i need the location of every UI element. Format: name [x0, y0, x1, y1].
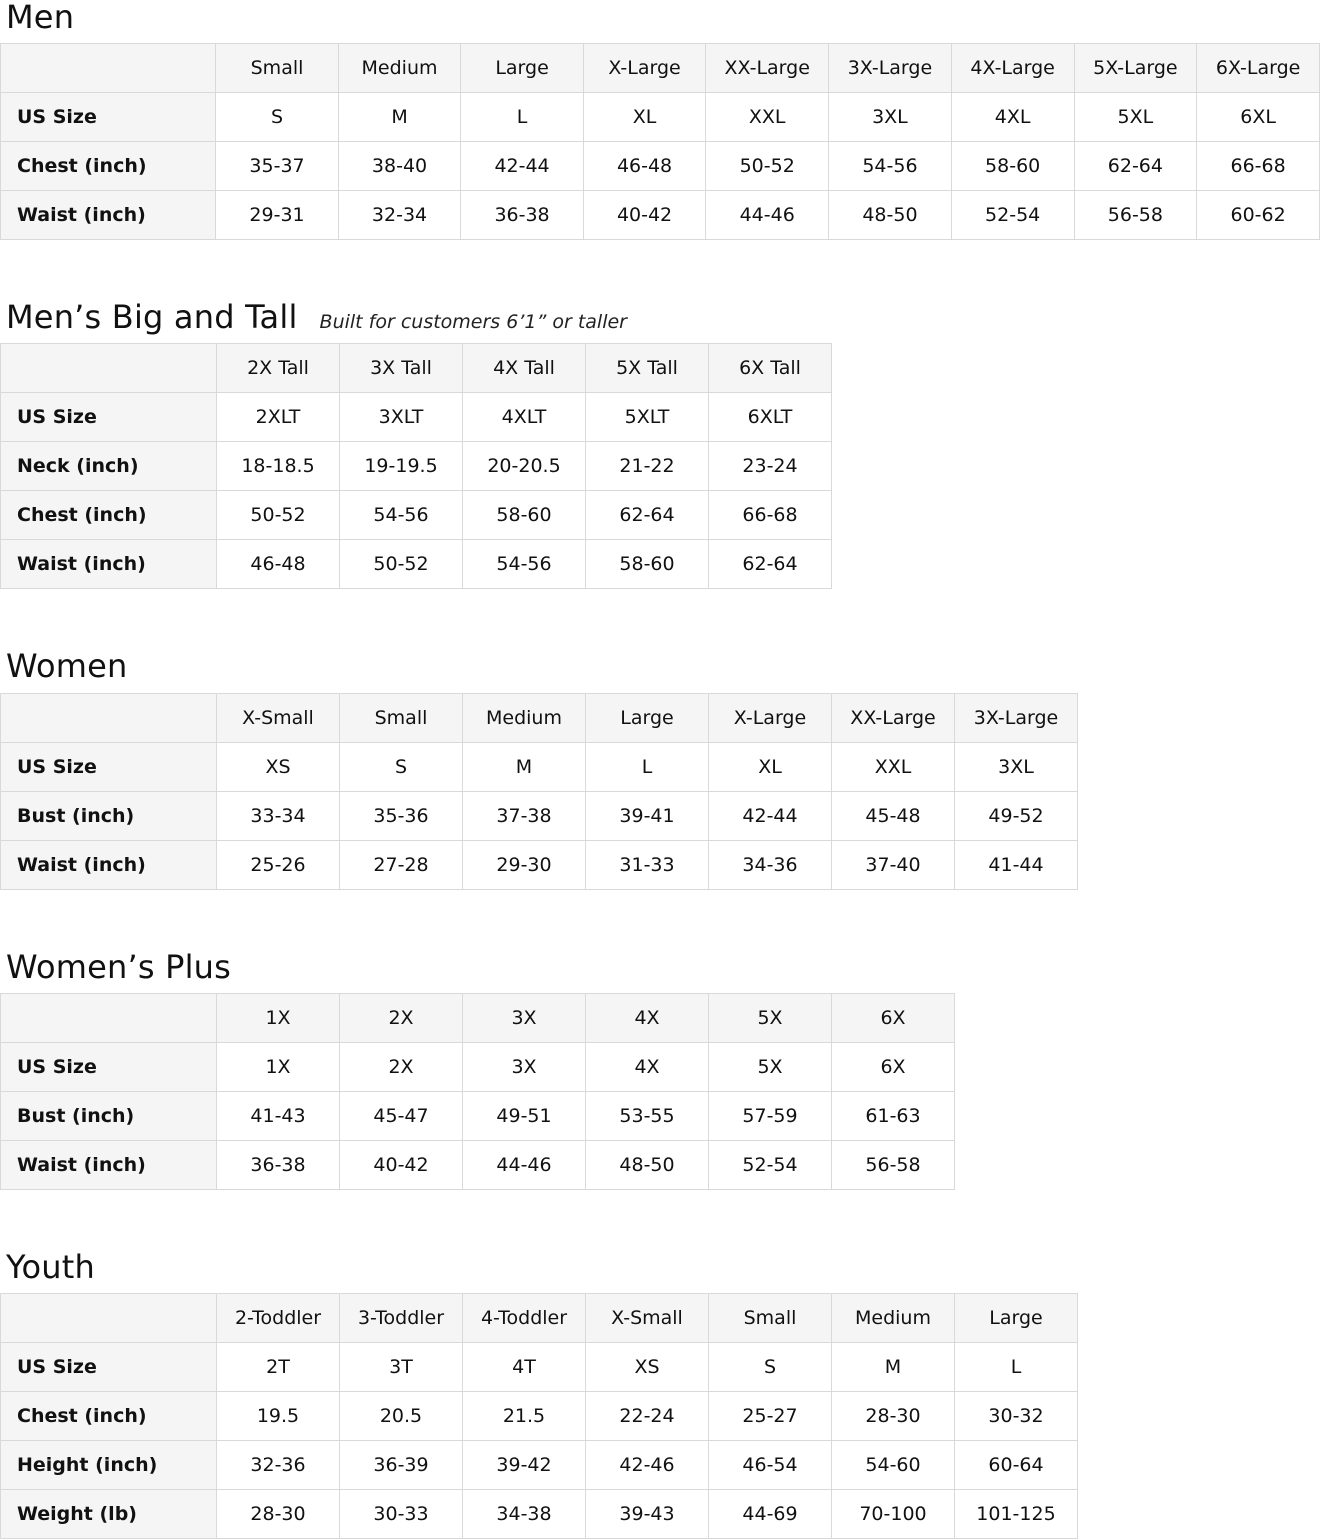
table-cell: 40-42	[340, 1140, 463, 1189]
column-header: Large	[461, 44, 583, 93]
table-cell: 23-24	[709, 442, 832, 491]
table-row	[1, 142, 1320, 191]
table-row	[1, 442, 832, 491]
table-cell: 66-68	[709, 491, 832, 540]
table-row	[1, 393, 832, 442]
table-cell: 35-37	[216, 142, 338, 191]
table-cell: 20.5	[340, 1391, 463, 1440]
section-spacer	[0, 589, 1320, 649]
table-row	[1, 1440, 1078, 1489]
table-cell: 21-22	[586, 442, 709, 491]
table-cell: 3XLT	[340, 393, 463, 442]
table-row	[1, 540, 832, 589]
column-header: 6X	[832, 993, 955, 1042]
table-cell: S	[216, 93, 338, 142]
column-header: X-Large	[709, 693, 832, 742]
table-cell: 39-41	[586, 791, 709, 840]
table-corner-cell	[1, 1293, 217, 1342]
row-header: Waist (inch)	[1, 840, 217, 889]
table-cell: 36-38	[461, 191, 583, 240]
table-corner-cell	[1, 344, 217, 393]
table-cell: 22-24	[586, 1391, 709, 1440]
table-cell: XS	[217, 742, 340, 791]
table-cell: XL	[583, 93, 706, 142]
table-cell: 6XL	[1197, 93, 1320, 142]
table-cell: 58-60	[586, 540, 709, 589]
table-cell: 19.5	[217, 1391, 340, 1440]
table-cell: 42-44	[709, 791, 832, 840]
table-cell: 3XL	[829, 93, 952, 142]
table-cell: 48-50	[829, 191, 952, 240]
table-cell: 60-62	[1197, 191, 1320, 240]
table-header-row	[1, 693, 1078, 742]
column-header: Small	[340, 693, 463, 742]
table-cell: L	[586, 742, 709, 791]
table-cell: 21.5	[463, 1391, 586, 1440]
row-header: US Size	[1, 393, 217, 442]
section-spacer	[0, 1190, 1320, 1250]
table-cell: M	[338, 93, 461, 142]
table-cell: 41-43	[217, 1091, 340, 1140]
table-row	[1, 840, 1078, 889]
table-cell: 62-64	[586, 491, 709, 540]
table-cell: 54-56	[463, 540, 586, 589]
table-cell: 62-64	[1074, 142, 1197, 191]
table-cell: 30-32	[955, 1391, 1078, 1440]
size-table	[0, 43, 1320, 240]
table-header-row	[1, 1293, 1078, 1342]
table-cell: M	[832, 1342, 955, 1391]
table-row	[1, 1342, 1078, 1391]
table-cell: 101-125	[955, 1489, 1078, 1538]
section-note: Built for customers 6’1” or taller	[319, 311, 627, 334]
column-header: X-Small	[217, 693, 340, 742]
table-cell: 45-47	[340, 1091, 463, 1140]
column-header: Medium	[338, 44, 461, 93]
table-cell: M	[463, 742, 586, 791]
section-spacer	[0, 890, 1320, 950]
section-title: Women’s Plus	[6, 947, 232, 986]
column-header: Medium	[832, 1293, 955, 1342]
section-header	[0, 0, 1320, 43]
table-cell: 2XLT	[217, 393, 340, 442]
table-cell: 62-64	[709, 540, 832, 589]
table-cell: 32-34	[338, 191, 461, 240]
table-cell: 3T	[340, 1342, 463, 1391]
table-cell: S	[340, 742, 463, 791]
table-cell: 56-58	[1074, 191, 1197, 240]
table-cell: 25-26	[217, 840, 340, 889]
table-cell: 36-39	[340, 1440, 463, 1489]
table-cell: 31-33	[586, 840, 709, 889]
table-row	[1, 742, 1078, 791]
table-cell: 34-38	[463, 1489, 586, 1538]
section-spacer	[0, 240, 1320, 300]
table-cell: 1X	[217, 1042, 340, 1091]
table-cell: L	[461, 93, 583, 142]
table-cell: 49-51	[463, 1091, 586, 1140]
table-cell: 6X	[832, 1042, 955, 1091]
column-header: 6X-Large	[1197, 44, 1320, 93]
section-title: Women	[6, 647, 128, 686]
table-cell: 50-52	[706, 142, 829, 191]
column-header: 4X-Large	[951, 44, 1074, 93]
table-cell: 34-36	[709, 840, 832, 889]
table-cell: 33-34	[217, 791, 340, 840]
size-table	[0, 993, 955, 1190]
size-section	[0, 890, 1320, 1190]
column-header: X-Small	[586, 1293, 709, 1342]
table-cell: 19-19.5	[340, 442, 463, 491]
size-section	[0, 0, 1320, 240]
table-cell: 52-54	[709, 1140, 832, 1189]
table-cell: 61-63	[832, 1091, 955, 1140]
row-header: US Size	[1, 1042, 217, 1091]
section-title: Youth	[6, 1247, 95, 1286]
table-cell: 25-27	[709, 1391, 832, 1440]
table-cell: 3X	[463, 1042, 586, 1091]
section-title: Men	[6, 0, 75, 36]
section-header	[0, 300, 1320, 343]
table-cell: 54-56	[340, 491, 463, 540]
table-cell: 20-20.5	[463, 442, 586, 491]
table-cell: 37-38	[463, 791, 586, 840]
table-cell: 57-59	[709, 1091, 832, 1140]
column-header: 4X Tall	[463, 344, 586, 393]
column-header: Small	[216, 44, 338, 93]
table-cell: 44-46	[706, 191, 829, 240]
table-cell: 49-52	[955, 791, 1078, 840]
column-header: 5X Tall	[586, 344, 709, 393]
table-cell: 52-54	[951, 191, 1074, 240]
section-title: Men’s Big and Tall	[6, 298, 298, 337]
size-table	[0, 693, 1078, 890]
table-row	[1, 191, 1320, 240]
table-cell: 5XLT	[586, 393, 709, 442]
table-cell: XS	[586, 1342, 709, 1391]
row-header: Weight (lb)	[1, 1489, 217, 1538]
column-header: Medium	[463, 693, 586, 742]
section-header	[0, 649, 1320, 692]
table-cell: 46-54	[709, 1440, 832, 1489]
table-cell: 6XLT	[709, 393, 832, 442]
column-header: 4X	[586, 993, 709, 1042]
row-header: Bust (inch)	[1, 1091, 217, 1140]
table-cell: 54-60	[832, 1440, 955, 1489]
table-row	[1, 791, 1078, 840]
table-cell: 39-42	[463, 1440, 586, 1489]
row-header: Chest (inch)	[1, 1391, 217, 1440]
column-header: X-Large	[583, 44, 706, 93]
column-header: 2X Tall	[217, 344, 340, 393]
column-header: Large	[955, 1293, 1078, 1342]
table-cell: 42-46	[586, 1440, 709, 1489]
column-header: 3X Tall	[340, 344, 463, 393]
table-cell: 36-38	[217, 1140, 340, 1189]
table-cell: 48-50	[586, 1140, 709, 1189]
column-header: 2-Toddler	[217, 1293, 340, 1342]
column-header: 5X-Large	[1074, 44, 1197, 93]
column-header: 2X	[340, 993, 463, 1042]
column-header: 3-Toddler	[340, 1293, 463, 1342]
table-cell: 27-28	[340, 840, 463, 889]
table-cell: 58-60	[463, 491, 586, 540]
column-header: 3X-Large	[829, 44, 952, 93]
table-cell: 44-69	[709, 1489, 832, 1538]
size-table	[0, 343, 832, 589]
table-cell: 28-30	[217, 1489, 340, 1538]
size-section	[0, 589, 1320, 889]
row-header: Height (inch)	[1, 1440, 217, 1489]
column-header: Large	[586, 693, 709, 742]
table-cell: S	[709, 1342, 832, 1391]
table-cell: 50-52	[217, 491, 340, 540]
table-cell: 39-43	[586, 1489, 709, 1538]
column-header: 3X-Large	[955, 693, 1078, 742]
table-cell: 35-36	[340, 791, 463, 840]
row-header: US Size	[1, 742, 217, 791]
section-header	[0, 1247, 1320, 1293]
table-cell: 37-40	[832, 840, 955, 889]
table-row	[1, 1140, 955, 1189]
row-header: Waist (inch)	[1, 1140, 217, 1189]
table-cell: 3XL	[955, 742, 1078, 791]
table-header-row	[1, 44, 1320, 93]
column-header: 6X Tall	[709, 344, 832, 393]
table-cell: 32-36	[217, 1440, 340, 1489]
column-header: XX-Large	[706, 44, 829, 93]
size-section	[0, 240, 1320, 589]
table-cell: 54-56	[829, 142, 952, 191]
row-header: Chest (inch)	[1, 491, 217, 540]
row-header: US Size	[1, 93, 216, 142]
row-header: US Size	[1, 1342, 217, 1391]
column-header: 1X	[217, 993, 340, 1042]
table-corner-cell	[1, 44, 216, 93]
size-section	[0, 1190, 1320, 1539]
table-cell: 50-52	[340, 540, 463, 589]
table-cell: 56-58	[832, 1140, 955, 1189]
table-corner-cell	[1, 693, 217, 742]
table-cell: 45-48	[832, 791, 955, 840]
size-table	[0, 1293, 1078, 1539]
row-header: Waist (inch)	[1, 540, 217, 589]
table-cell: 5XL	[1074, 93, 1197, 142]
column-header: 3X	[463, 993, 586, 1042]
row-header: Waist (inch)	[1, 191, 216, 240]
table-cell: XXL	[706, 93, 829, 142]
row-header: Chest (inch)	[1, 142, 216, 191]
table-cell: 4XLT	[463, 393, 586, 442]
table-cell: L	[955, 1342, 1078, 1391]
table-cell: 53-55	[586, 1091, 709, 1140]
column-header: XX-Large	[832, 693, 955, 742]
table-cell: 41-44	[955, 840, 1078, 889]
table-header-row	[1, 344, 832, 393]
table-cell: 38-40	[338, 142, 461, 191]
table-cell: 66-68	[1197, 142, 1320, 191]
table-header-row	[1, 993, 955, 1042]
table-cell: 40-42	[583, 191, 706, 240]
table-cell: 58-60	[951, 142, 1074, 191]
row-header: Bust (inch)	[1, 791, 217, 840]
table-cell: 44-46	[463, 1140, 586, 1189]
table-cell: 2X	[340, 1042, 463, 1091]
table-cell: 46-48	[217, 540, 340, 589]
table-row	[1, 93, 1320, 142]
table-cell: 60-64	[955, 1440, 1078, 1489]
table-cell: 30-33	[340, 1489, 463, 1538]
table-row	[1, 1391, 1078, 1440]
table-cell: 46-48	[583, 142, 706, 191]
table-cell: 4X	[586, 1042, 709, 1091]
table-row	[1, 1091, 955, 1140]
table-cell: 42-44	[461, 142, 583, 191]
table-cell: 4XL	[951, 93, 1074, 142]
table-cell: 29-30	[463, 840, 586, 889]
table-cell: 29-31	[216, 191, 338, 240]
table-cell: 5X	[709, 1042, 832, 1091]
column-header: 5X	[709, 993, 832, 1042]
table-corner-cell	[1, 993, 217, 1042]
table-cell: 70-100	[832, 1489, 955, 1538]
table-cell: 28-30	[832, 1391, 955, 1440]
section-header	[0, 947, 1320, 993]
table-cell: XL	[709, 742, 832, 791]
table-row	[1, 1489, 1078, 1538]
table-row	[1, 491, 832, 540]
row-header: Neck (inch)	[1, 442, 217, 491]
table-cell: 4T	[463, 1342, 586, 1391]
table-row	[1, 1042, 955, 1091]
column-header: 4-Toddler	[463, 1293, 586, 1342]
column-header: Small	[709, 1293, 832, 1342]
table-cell: 18-18.5	[217, 442, 340, 491]
table-cell: XXL	[832, 742, 955, 791]
table-cell: 2T	[217, 1342, 340, 1391]
